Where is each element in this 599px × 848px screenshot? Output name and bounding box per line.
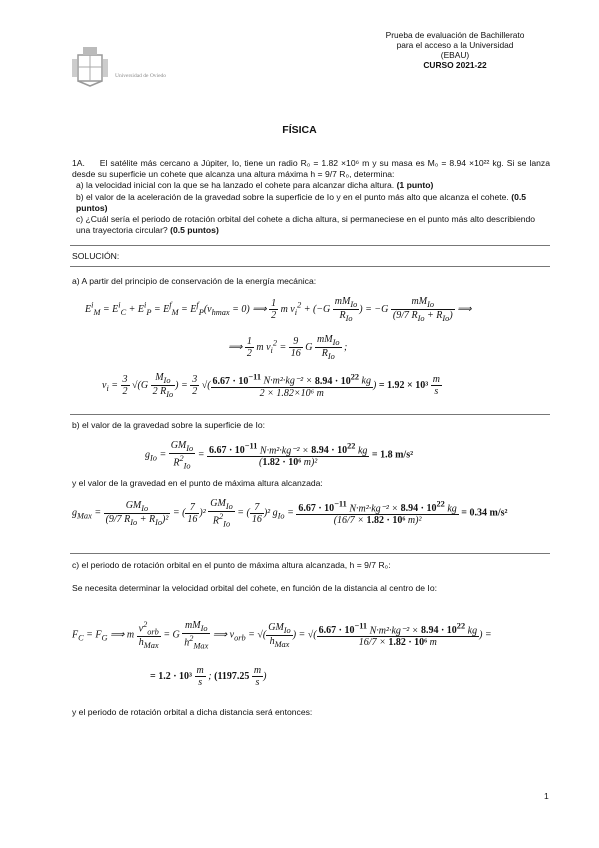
orbital-velocity-equation: $F_C = F_G$ ⟹ m $\frac{v^2_{orb}}{h_{Max}}$ = G $\frac{mM_{Io}}{h^2_{Max}}$ ⟹ $v_{orb}$ = √( $\frac{GM_{Io}}{h_{Max}}$ ) = √( $\frac{6.67 \cdot 10^{-11} N\cdot m^2\cdot kg^{-2} \times 8.94 \cdot 10^{22} kg}{\text{16/7 × 1.82 · 10⁶ m}}$ ) = bbox=[72, 620, 492, 651]
problem-statement bbox=[72, 158, 550, 236]
part-c bbox=[72, 214, 550, 236]
part-b-text: b) el valor de la aceleración de la gravedad sobre la superficie de Io y en el punto más alto que alcanza el cohete. bbox=[76, 191, 509, 202]
gravity-max-equation: $g_{Max}$ = $\frac{GM_{Io}}{(9/7 R_{Io} + R_{Io})^2}$ = ( $\frac{7}{16}$ )² $\frac{GM_{Io}}{R^2_{Io}}$ = ( $\frac{7}{16}$ )² $g_{Io}$ = $\frac{6.67 \cdot 10^{-11} N\cdot m^2\cdot kg^{-2} \times 8.94 \cdot 10^{22} kg}{\text{(16/7 × 1.82 · 10⁶ m)²}}$ = 0.34 m/s² bbox=[72, 498, 508, 529]
g-max-result: = 0.34 m/s² bbox=[461, 507, 508, 519]
problem-number: 1A. bbox=[72, 158, 85, 168]
logo-text: Universidad de Oviedo bbox=[115, 73, 167, 79]
energy-equation: $E^i_M = E^i_C + E^i_P = E^f_M = E^f_P(v_{hmax} = 0)$ ⟹ $\frac{1}{2}$ m $v_i^2 + (-G$ $\frac{mM_{Io}}{R_{Io}}$ ) = −G $\frac{mM_{Io}}{(9/7 R_{Io} + R_{Io})}$ ⟹ bbox=[85, 296, 472, 323]
solution-b-max-intro: y el valor de la gravedad en el punto de máxima altura alcanzada: bbox=[72, 478, 323, 488]
header-line: Prueba de evaluación de Bachillerato bbox=[385, 30, 525, 40]
exam-header bbox=[370, 30, 540, 70]
solution-label: SOLUCIÓN: bbox=[72, 251, 120, 261]
g-io-result: = 1.8 m/s² bbox=[371, 449, 414, 461]
problem-intro bbox=[72, 158, 550, 180]
part-a bbox=[72, 180, 550, 191]
solution-c-intro: c) el periodo de rotación orbital en el punto de máxima altura alcanzada, h = 9/7 R₀: bbox=[72, 560, 391, 570]
problem-text: El satélite más cercano a Júpiter, Io, tiene un radio R₀ = 1.82 ×10⁶ m y su masa es M₀ = 8.94 ×10²² kg. Si se lanza desde su superficie un cohete que alcanza una altura máxima h = 9/7 R₀, determina: bbox=[72, 158, 550, 180]
coat-of-arms-icon bbox=[70, 45, 110, 87]
course-label: CURSO 2021-22 bbox=[423, 60, 487, 70]
page-title: FÍSICA bbox=[282, 124, 317, 136]
part-b-points: (0.5 puntos) bbox=[76, 191, 527, 213]
part-a-points: (1 punto) bbox=[396, 180, 434, 191]
divider bbox=[70, 266, 550, 267]
vi-result: = 1.92 × 10³ bbox=[378, 379, 429, 391]
header-line: (EBAU) bbox=[440, 50, 470, 60]
energy-equation-2: ⟹ $\frac{1}{2}$ m $v_i^2$ = $\frac{9}{16}$ G $\frac{mM_{Io}}{R_{Io}}$ ; bbox=[228, 334, 348, 361]
divider bbox=[70, 553, 550, 554]
orbital-velocity-result: = 1.2 · 10³ $\frac{m}{s}$ ; (1197.25 $\frac{m}{s}$ ) bbox=[150, 665, 267, 688]
solution-c-final: y el periodo de rotación orbital a dicha distancia será entonces: bbox=[72, 707, 313, 717]
page-number: 1 bbox=[544, 791, 549, 801]
part-c-text: c) ¿Cuál sería el periodo de rotación orbital del cohete a dicha altura, si permaneciese en el punto más alto describiendo una trayectoria circular? bbox=[76, 214, 536, 236]
divider bbox=[70, 245, 550, 246]
solution-a-intro: a) A partir del principio de conservación de la energía mecánica: bbox=[72, 276, 317, 286]
v-orb-alt: (1197.25 bbox=[214, 670, 250, 682]
v-orb-result: = 1.2 · 10³ bbox=[150, 670, 193, 682]
university-logo bbox=[70, 45, 200, 87]
part-b bbox=[72, 192, 550, 214]
velocity-equation: $v_i$ = $\frac{3}{2}$ √(G $\frac{M_{Io}}{2 R_{Io}}$ ) = $\frac{3}{2}$ √( $\frac{6.67 \cdot 10^{-11} N\cdot m^2\cdot kg^{-2} \times 8.94 \cdot 10^{22} kg}{\text{2 × 1.82×10⁶ m}}$ ) = 1.92 × 10³ $\frac{m}{s}$ bbox=[102, 372, 440, 399]
gravity-surface-equation: $g_{Io}$ = $\frac{GM_{Io}}{R^2_{Io}}$ = $\frac{6.67 \cdot 10^{-11} N\cdot m^2\cdot kg^{-2} \times 8.94 \cdot 10^{22} kg}{\text{(1.82 · 10⁶ m)²}}$ = 1.8 m/s² bbox=[145, 440, 414, 471]
part-c-points: (0.5 puntos) bbox=[170, 225, 219, 236]
divider bbox=[70, 414, 550, 415]
header-line: para el acceso a la Universidad bbox=[396, 40, 514, 50]
part-a-text: a) la velocidad inicial con la que se ha lanzado el cohete para alcanzar dicha altura. bbox=[76, 180, 395, 191]
solution-c-need: Se necesita determinar la velocidad orbital del cohete, en función de la distancia al centro de Io: bbox=[72, 583, 437, 593]
solution-b-intro: b) el valor de la gravedad sobre la superficie de Io: bbox=[72, 420, 265, 430]
